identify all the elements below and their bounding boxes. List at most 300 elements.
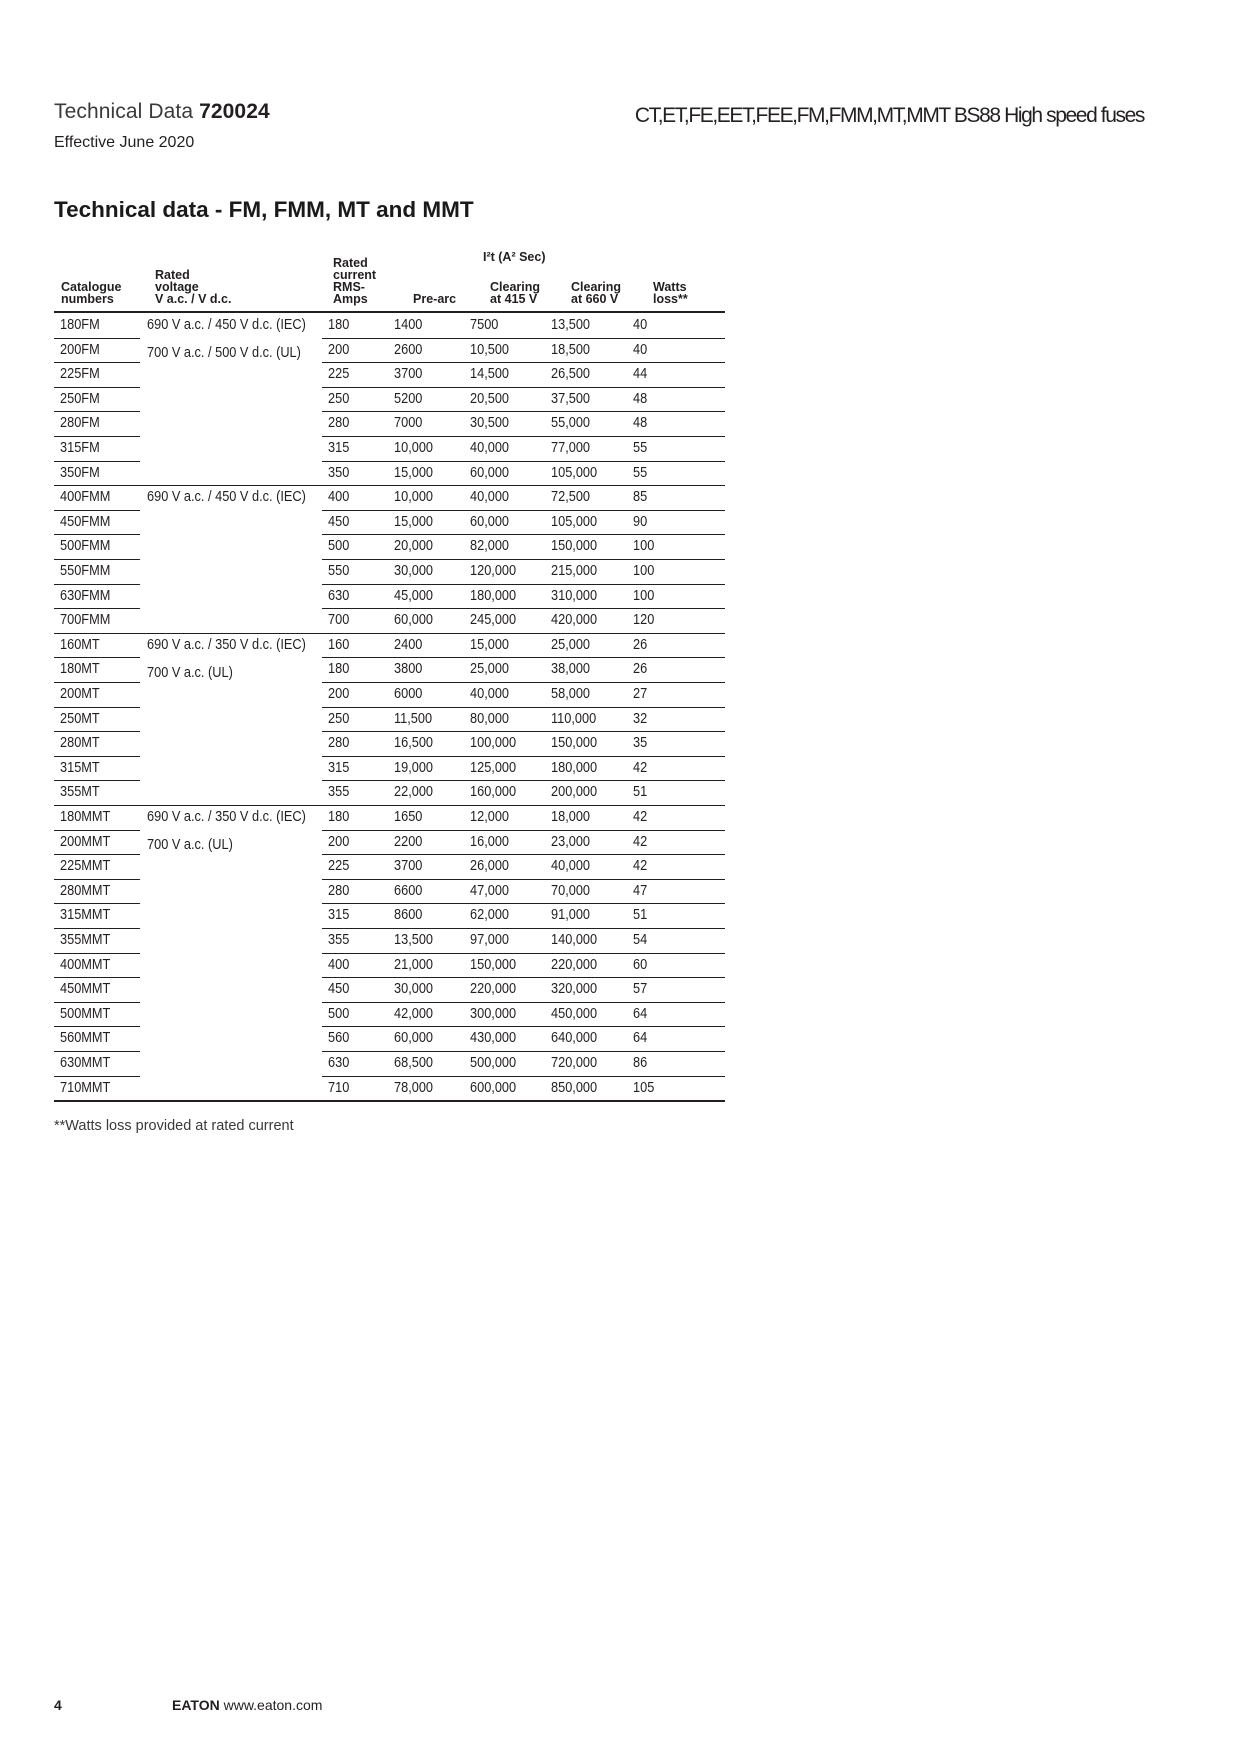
rated-voltage-iec bbox=[147, 808, 328, 826]
pre-arc-cell-text: 6600 bbox=[394, 882, 423, 899]
clearing-415-cell bbox=[464, 387, 545, 412]
clearing-415-cell-text: 160,000 bbox=[470, 784, 517, 801]
clearing-660-cell-text: 220,000 bbox=[551, 956, 598, 973]
watts-loss-cell-text: 44 bbox=[633, 366, 648, 383]
pre-arc-cell bbox=[388, 928, 464, 953]
clearing-415-cell bbox=[464, 510, 545, 535]
watts-loss-cell-text: 42 bbox=[633, 833, 648, 850]
catalogue-number-cell-text: 550FMM bbox=[60, 563, 111, 579]
pre-arc-cell-text: 60,000 bbox=[394, 1030, 434, 1047]
pre-arc-cell bbox=[388, 559, 464, 584]
clearing-415-cell-text: 25,000 bbox=[470, 661, 510, 678]
clearing-415-cell bbox=[464, 1076, 545, 1101]
catalogue-number-cell-text: 180FM bbox=[60, 317, 100, 333]
clearing-660-cell-text: 18,500 bbox=[551, 341, 591, 358]
watts-loss-cell-text: 100 bbox=[633, 538, 655, 555]
watts-loss-cell bbox=[627, 313, 725, 338]
rated-current-cell bbox=[322, 756, 388, 781]
effective-date: Effective June 2020 bbox=[54, 134, 195, 151]
clearing-660-cell bbox=[545, 461, 627, 486]
table-bottom-rule bbox=[54, 1100, 725, 1102]
clearing-660-cell bbox=[545, 362, 627, 387]
catalogue-number-cell bbox=[54, 780, 147, 805]
clearing-415-cell bbox=[464, 805, 545, 830]
clearing-415-cell bbox=[464, 411, 545, 436]
watts-loss-cell bbox=[627, 977, 725, 1002]
clearing-415-cell-text: 16,000 bbox=[470, 833, 510, 850]
catalogue-number-cell bbox=[54, 1002, 147, 1027]
rated-voltage-ul bbox=[147, 664, 245, 682]
catalogue-number-cell-text: 180MMT bbox=[60, 809, 111, 825]
pre-arc-cell-text: 68,500 bbox=[394, 1055, 434, 1071]
pre-arc-cell-text: 22,000 bbox=[394, 784, 434, 801]
clearing-660-cell bbox=[545, 928, 627, 953]
catalogue-number-cell bbox=[54, 313, 147, 338]
pre-arc-cell bbox=[388, 756, 464, 781]
rated-current-cell bbox=[322, 731, 388, 756]
pre-arc-cell-text: 21,000 bbox=[394, 956, 434, 973]
rated-current-cell bbox=[322, 1026, 388, 1051]
clearing-415-cell bbox=[464, 731, 545, 756]
pre-arc-cell bbox=[388, 707, 464, 732]
rated-current-cell bbox=[322, 903, 388, 928]
watts-loss-cell bbox=[627, 731, 725, 756]
pre-arc-cell bbox=[388, 1051, 464, 1076]
rated-current-cell bbox=[322, 1002, 388, 1027]
rated-current-cell-text: 250 bbox=[328, 710, 350, 727]
catalogue-number-cell bbox=[54, 805, 147, 830]
clearing-660-cell bbox=[545, 780, 627, 805]
clearing-660-cell bbox=[545, 1002, 627, 1027]
clearing-415-cell-text: 300,000 bbox=[470, 1005, 517, 1022]
pre-arc-cell-text: 7000 bbox=[394, 415, 423, 432]
pre-arc-cell bbox=[388, 1002, 464, 1027]
clearing-415-cell-text: 40,000 bbox=[470, 489, 510, 506]
header-current-line: RMS- bbox=[333, 280, 365, 294]
catalogue-number-cell-text: 630FMM bbox=[60, 587, 111, 604]
catalogue-number-cell bbox=[54, 633, 147, 658]
rated-current-cell-text: 315 bbox=[328, 759, 350, 776]
pre-arc-cell-text: 16,500 bbox=[394, 735, 434, 752]
clearing-415-cell-text: 30,500 bbox=[470, 415, 510, 432]
pre-arc-cell-text: 13,500 bbox=[394, 932, 434, 948]
pre-arc-cell-text: 1400 bbox=[394, 317, 423, 333]
document-number: 720024 bbox=[199, 100, 270, 123]
catalogue-number-cell bbox=[54, 338, 147, 363]
watts-loss-cell bbox=[627, 682, 725, 707]
rated-current-cell-text: 180 bbox=[328, 661, 350, 678]
clearing-660-cell bbox=[545, 707, 627, 732]
catalogue-number-cell bbox=[54, 953, 147, 978]
rated-current-cell-text: 200 bbox=[328, 341, 350, 358]
watts-loss-cell-text: 42 bbox=[633, 858, 648, 875]
clearing-415-cell bbox=[464, 485, 545, 510]
pre-arc-cell-text: 60,000 bbox=[394, 612, 434, 629]
catalogue-number-cell bbox=[54, 879, 147, 904]
clearing-415-cell-text: 430,000 bbox=[470, 1030, 517, 1047]
brand-name: EATON bbox=[172, 1697, 220, 1713]
clearing-415-cell bbox=[464, 608, 545, 633]
watts-loss-cell-text: 55 bbox=[633, 464, 648, 481]
pre-arc-cell-text: 15,000 bbox=[394, 464, 434, 481]
rated-current-cell-text: 355 bbox=[328, 932, 350, 948]
catalogue-number-cell-text: 355MMT bbox=[60, 932, 111, 948]
product-line-title: CT,ET,FE,EET,FEE,FM,FMM,MT,MMT BS88 High speed fuses bbox=[634, 104, 1144, 127]
clearing-660-cell-text: 38,000 bbox=[551, 661, 591, 678]
clearing-660-cell-text: 215,000 bbox=[551, 563, 598, 579]
rated-current-cell-text: 280 bbox=[328, 882, 350, 899]
header-voltage-line: V a.c. / V d.c. bbox=[155, 292, 232, 306]
rated-current-cell-text: 500 bbox=[328, 538, 350, 555]
pre-arc-cell bbox=[388, 436, 464, 461]
clearing-660-cell bbox=[545, 633, 627, 658]
pre-arc-cell bbox=[388, 313, 464, 338]
watts-loss-cell bbox=[627, 362, 725, 387]
clearing-660-cell-text: 720,000 bbox=[551, 1055, 598, 1071]
page-number: 4 bbox=[54, 1697, 62, 1713]
watts-loss-cell-text: 32 bbox=[633, 710, 648, 727]
watts-loss-cell bbox=[627, 485, 725, 510]
watts-loss-cell bbox=[627, 1026, 725, 1051]
footnote: **Watts loss provided at rated current bbox=[54, 1118, 294, 1134]
clearing-660-cell-text: 77,000 bbox=[551, 440, 591, 456]
rated-current-cell bbox=[322, 879, 388, 904]
clearing-415-cell bbox=[464, 1002, 545, 1027]
catalogue-number-cell-text: 280MMT bbox=[60, 882, 111, 899]
pre-arc-cell bbox=[388, 903, 464, 928]
header-clearing-415 bbox=[490, 281, 540, 305]
technical-data-table bbox=[54, 251, 725, 1100]
watts-loss-cell bbox=[627, 707, 725, 732]
watts-loss-cell-text: 85 bbox=[633, 489, 648, 506]
clearing-660-cell-text: 105,000 bbox=[551, 464, 598, 481]
catalogue-number-cell-text: 225MMT bbox=[60, 858, 111, 875]
header-voltage bbox=[155, 269, 231, 305]
watts-loss-cell bbox=[627, 879, 725, 904]
rated-current-cell-text: 630 bbox=[328, 587, 350, 604]
clearing-660-cell-text: 18,000 bbox=[551, 809, 591, 825]
clearing-660-cell bbox=[545, 1051, 627, 1076]
clearing-415-cell bbox=[464, 657, 545, 682]
header-catalogue-line: Catalogue bbox=[61, 280, 122, 294]
rated-voltage-iec-text: 690 V a.c. / 450 V d.c. (IEC) bbox=[147, 489, 306, 506]
pre-arc-cell bbox=[388, 805, 464, 830]
rated-current-cell bbox=[322, 436, 388, 461]
watts-loss-cell-text: 55 bbox=[633, 440, 648, 456]
clearing-660-cell bbox=[545, 313, 627, 338]
document-header bbox=[54, 100, 270, 152]
clearing-415-cell-text: 500,000 bbox=[470, 1055, 517, 1071]
rated-voltage-iec bbox=[147, 636, 328, 654]
catalogue-number-cell bbox=[54, 608, 147, 633]
pre-arc-cell bbox=[388, 584, 464, 609]
watts-loss-cell bbox=[627, 1002, 725, 1027]
header-current bbox=[333, 257, 376, 305]
clearing-415-cell bbox=[464, 584, 545, 609]
clearing-415-cell bbox=[464, 559, 545, 584]
watts-loss-cell-text: 42 bbox=[633, 759, 648, 776]
catalogue-number-cell-text: 350FM bbox=[60, 464, 100, 481]
clearing-415-cell bbox=[464, 1026, 545, 1051]
rated-current-cell bbox=[322, 313, 388, 338]
pre-arc-cell-text: 45,000 bbox=[394, 587, 434, 604]
catalogue-number-cell bbox=[54, 830, 147, 855]
watts-loss-cell-text: 120 bbox=[633, 612, 655, 629]
pre-arc-cell bbox=[388, 485, 464, 510]
clearing-660-cell-text: 310,000 bbox=[551, 587, 598, 604]
clearing-415-cell-text: 40,000 bbox=[470, 686, 510, 702]
watts-loss-cell-text: 40 bbox=[633, 317, 648, 333]
rated-current-cell-text: 280 bbox=[328, 735, 350, 752]
catalogue-number-cell-text: 250MT bbox=[60, 710, 100, 727]
watts-loss-cell bbox=[627, 584, 725, 609]
watts-loss-cell bbox=[627, 510, 725, 535]
section-title: Technical data - FM, FMM, MT and MMT bbox=[54, 197, 474, 222]
header-current-line: Rated bbox=[333, 256, 368, 270]
watts-loss-cell-text: 35 bbox=[633, 735, 648, 752]
catalogue-number-cell-text: 280FM bbox=[60, 415, 100, 432]
watts-loss-cell-text: 51 bbox=[633, 907, 648, 924]
clearing-415-cell bbox=[464, 977, 545, 1002]
rated-voltage-ul-text: 700 V a.c. (UL) bbox=[147, 664, 233, 681]
rated-current-cell bbox=[322, 411, 388, 436]
watts-loss-cell bbox=[627, 608, 725, 633]
rated-current-cell bbox=[322, 633, 388, 658]
rated-current-cell bbox=[322, 608, 388, 633]
clearing-660-cell bbox=[545, 977, 627, 1002]
rated-voltage-iec-text: 690 V a.c. / 350 V d.c. (IEC) bbox=[147, 809, 306, 825]
rated-current-cell bbox=[322, 362, 388, 387]
clearing-660-cell-text: 320,000 bbox=[551, 981, 598, 998]
header-watts-line: loss** bbox=[653, 292, 688, 306]
catalogue-number-cell-text: 500MMT bbox=[60, 1005, 111, 1022]
clearing-660-cell bbox=[545, 411, 627, 436]
clearing-660-cell bbox=[545, 731, 627, 756]
rated-current-cell-text: 180 bbox=[328, 809, 350, 825]
clearing-660-cell bbox=[545, 608, 627, 633]
rated-current-cell-text: 355 bbox=[328, 784, 350, 801]
catalogue-number-cell bbox=[54, 854, 147, 879]
clearing-660-cell bbox=[545, 854, 627, 879]
table-body bbox=[54, 313, 725, 1100]
watts-loss-cell-text: 60 bbox=[633, 956, 648, 973]
header-clearing-415-line: Clearing bbox=[490, 280, 541, 294]
watts-loss-cell bbox=[627, 461, 725, 486]
pre-arc-cell bbox=[388, 953, 464, 978]
clearing-660-cell-text: 13,500 bbox=[551, 317, 591, 333]
pre-arc-cell bbox=[388, 780, 464, 805]
catalogue-number-cell-text: 180MT bbox=[60, 661, 100, 678]
rated-current-cell-text: 225 bbox=[328, 858, 350, 875]
rated-current-cell-text: 200 bbox=[328, 833, 350, 850]
rated-current-cell-text: 700 bbox=[328, 612, 350, 629]
clearing-660-cell-text: 450,000 bbox=[551, 1005, 598, 1022]
catalogue-number-cell bbox=[54, 584, 147, 609]
clearing-415-cell bbox=[464, 879, 545, 904]
table-header bbox=[54, 251, 725, 311]
clearing-415-cell bbox=[464, 756, 545, 781]
pre-arc-cell bbox=[388, 977, 464, 1002]
header-clearing-660-line: Clearing bbox=[571, 280, 622, 294]
clearing-415-cell bbox=[464, 338, 545, 363]
pre-arc-cell-text: 3700 bbox=[394, 366, 423, 383]
rated-current-cell-text: 560 bbox=[328, 1030, 350, 1047]
clearing-415-cell bbox=[464, 362, 545, 387]
clearing-415-cell-text: 62,000 bbox=[470, 907, 510, 924]
rated-current-cell-text: 400 bbox=[328, 489, 350, 506]
watts-loss-cell-text: 105 bbox=[633, 1079, 655, 1096]
clearing-660-cell bbox=[545, 953, 627, 978]
pre-arc-cell bbox=[388, 682, 464, 707]
pre-arc-cell-text: 20,000 bbox=[394, 538, 434, 555]
rated-current-cell bbox=[322, 657, 388, 682]
catalogue-number-cell-text: 710MMT bbox=[60, 1079, 111, 1096]
watts-loss-cell bbox=[627, 534, 725, 559]
pre-arc-cell-text: 10,000 bbox=[394, 489, 434, 506]
clearing-660-cell bbox=[545, 879, 627, 904]
clearing-660-cell-text: 180,000 bbox=[551, 759, 598, 776]
pre-arc-cell-text: 42,000 bbox=[394, 1005, 434, 1022]
rated-current-cell bbox=[322, 854, 388, 879]
clearing-660-cell-text: 70,000 bbox=[551, 882, 591, 899]
clearing-660-cell bbox=[545, 387, 627, 412]
pre-arc-cell-text: 2400 bbox=[394, 636, 423, 653]
clearing-415-cell-text: 220,000 bbox=[470, 981, 517, 998]
rated-current-cell bbox=[322, 510, 388, 535]
clearing-415-cell-text: 82,000 bbox=[470, 538, 510, 555]
clearing-415-cell bbox=[464, 854, 545, 879]
watts-loss-cell bbox=[627, 854, 725, 879]
header-catalogue bbox=[61, 281, 121, 305]
catalogue-number-cell-text: 160MT bbox=[60, 636, 100, 653]
rated-voltage-ul-text: 700 V a.c. (UL) bbox=[147, 837, 233, 853]
pre-arc-cell bbox=[388, 1026, 464, 1051]
clearing-415-cell bbox=[464, 830, 545, 855]
catalogue-number-cell bbox=[54, 362, 147, 387]
pre-arc-cell-text: 8600 bbox=[394, 907, 423, 924]
clearing-415-cell-text: 26,000 bbox=[470, 858, 510, 875]
catalogue-number-cell bbox=[54, 387, 147, 412]
catalogue-number-cell bbox=[54, 707, 147, 732]
watts-loss-cell bbox=[627, 1051, 725, 1076]
clearing-415-cell bbox=[464, 780, 545, 805]
rated-current-cell bbox=[322, 338, 388, 363]
clearing-660-cell-text: 26,500 bbox=[551, 366, 591, 383]
rated-current-cell-text: 315 bbox=[328, 440, 350, 456]
watts-loss-cell bbox=[627, 805, 725, 830]
watts-loss-cell bbox=[627, 928, 725, 953]
pre-arc-cell bbox=[388, 534, 464, 559]
clearing-660-cell bbox=[545, 534, 627, 559]
rated-current-cell-text: 550 bbox=[328, 563, 350, 579]
pre-arc-cell bbox=[388, 731, 464, 756]
clearing-415-cell bbox=[464, 436, 545, 461]
watts-loss-cell-text: 90 bbox=[633, 513, 648, 530]
catalogue-number-cell bbox=[54, 928, 147, 953]
rated-current-cell-text: 710 bbox=[328, 1079, 350, 1096]
watts-loss-cell-text: 51 bbox=[633, 784, 648, 801]
pre-arc-cell-text: 1650 bbox=[394, 809, 423, 825]
watts-loss-cell-text: 100 bbox=[633, 587, 655, 604]
clearing-415-cell-text: 600,000 bbox=[470, 1079, 517, 1096]
header-voltage-line: Rated bbox=[155, 268, 190, 282]
pre-arc-cell bbox=[388, 510, 464, 535]
pre-arc-cell bbox=[388, 608, 464, 633]
watts-loss-cell-text: 86 bbox=[633, 1055, 648, 1071]
catalogue-number-cell bbox=[54, 657, 147, 682]
watts-loss-cell-text: 100 bbox=[633, 563, 655, 579]
catalogue-number-cell bbox=[54, 977, 147, 1002]
clearing-660-cell bbox=[545, 1076, 627, 1101]
pre-arc-cell-text: 3800 bbox=[394, 661, 423, 678]
catalogue-number-cell-text: 200FM bbox=[60, 341, 100, 358]
pre-arc-cell bbox=[388, 338, 464, 363]
rated-voltage-iec-text: 690 V a.c. / 350 V d.c. (IEC) bbox=[147, 636, 306, 653]
rated-current-cell-text: 200 bbox=[328, 686, 350, 702]
pre-arc-cell bbox=[388, 879, 464, 904]
catalogue-number-cell-text: 355MT bbox=[60, 784, 100, 801]
header-clearing-660 bbox=[571, 281, 621, 305]
rated-current-cell-text: 400 bbox=[328, 956, 350, 973]
header-current-line: current bbox=[333, 268, 377, 282]
clearing-660-cell bbox=[545, 830, 627, 855]
clearing-415-cell bbox=[464, 633, 545, 658]
watts-loss-cell-text: 42 bbox=[633, 809, 648, 825]
clearing-415-cell-text: 7500 bbox=[470, 317, 499, 333]
clearing-415-cell bbox=[464, 1051, 545, 1076]
header-clearing-415-line: at 415 V bbox=[490, 292, 538, 306]
clearing-415-cell-text: 47,000 bbox=[470, 882, 510, 899]
catalogue-number-cell bbox=[54, 510, 147, 535]
rated-voltage-iec-text: 690 V a.c. / 450 V d.c. (IEC) bbox=[147, 317, 306, 333]
clearing-415-cell-text: 20,500 bbox=[470, 390, 510, 407]
rated-current-cell-text: 160 bbox=[328, 636, 350, 653]
rated-current-cell-text: 500 bbox=[328, 1005, 350, 1022]
clearing-660-cell-text: 200,000 bbox=[551, 784, 598, 801]
pre-arc-cell bbox=[388, 387, 464, 412]
pre-arc-cell-text: 19,000 bbox=[394, 759, 434, 776]
clearing-660-cell-text: 850,000 bbox=[551, 1079, 598, 1096]
pre-arc-cell-text: 5200 bbox=[394, 390, 423, 407]
catalogue-number-cell bbox=[54, 903, 147, 928]
rated-current-cell bbox=[322, 805, 388, 830]
pre-arc-cell-text: 30,000 bbox=[394, 981, 434, 998]
rated-current-cell-text: 280 bbox=[328, 415, 350, 432]
watts-loss-cell bbox=[627, 1076, 725, 1101]
clearing-660-cell-text: 40,000 bbox=[551, 858, 591, 875]
header-prearc bbox=[413, 293, 456, 305]
clearing-415-cell-text: 120,000 bbox=[470, 563, 517, 579]
header-current-line: Amps bbox=[333, 292, 368, 306]
clearing-415-cell bbox=[464, 461, 545, 486]
catalogue-number-cell-text: 250FM bbox=[60, 390, 100, 407]
header-voltage-line: voltage bbox=[155, 280, 199, 294]
clearing-660-cell-text: 55,000 bbox=[551, 415, 591, 432]
clearing-660-cell-text: 37,500 bbox=[551, 390, 591, 407]
clearing-415-cell bbox=[464, 707, 545, 732]
clearing-660-cell-text: 640,000 bbox=[551, 1030, 598, 1047]
watts-loss-cell-text: 27 bbox=[633, 686, 648, 702]
watts-loss-cell bbox=[627, 559, 725, 584]
rated-current-cell-text: 350 bbox=[328, 464, 350, 481]
clearing-415-cell-text: 60,000 bbox=[470, 513, 510, 530]
clearing-660-cell-text: 140,000 bbox=[551, 932, 598, 948]
rated-current-cell bbox=[322, 534, 388, 559]
rated-current-cell-text: 180 bbox=[328, 317, 350, 333]
catalogue-number-cell-text: 400FMM bbox=[60, 489, 111, 506]
catalogue-number-cell bbox=[54, 756, 147, 781]
watts-loss-cell-text: 54 bbox=[633, 932, 648, 948]
